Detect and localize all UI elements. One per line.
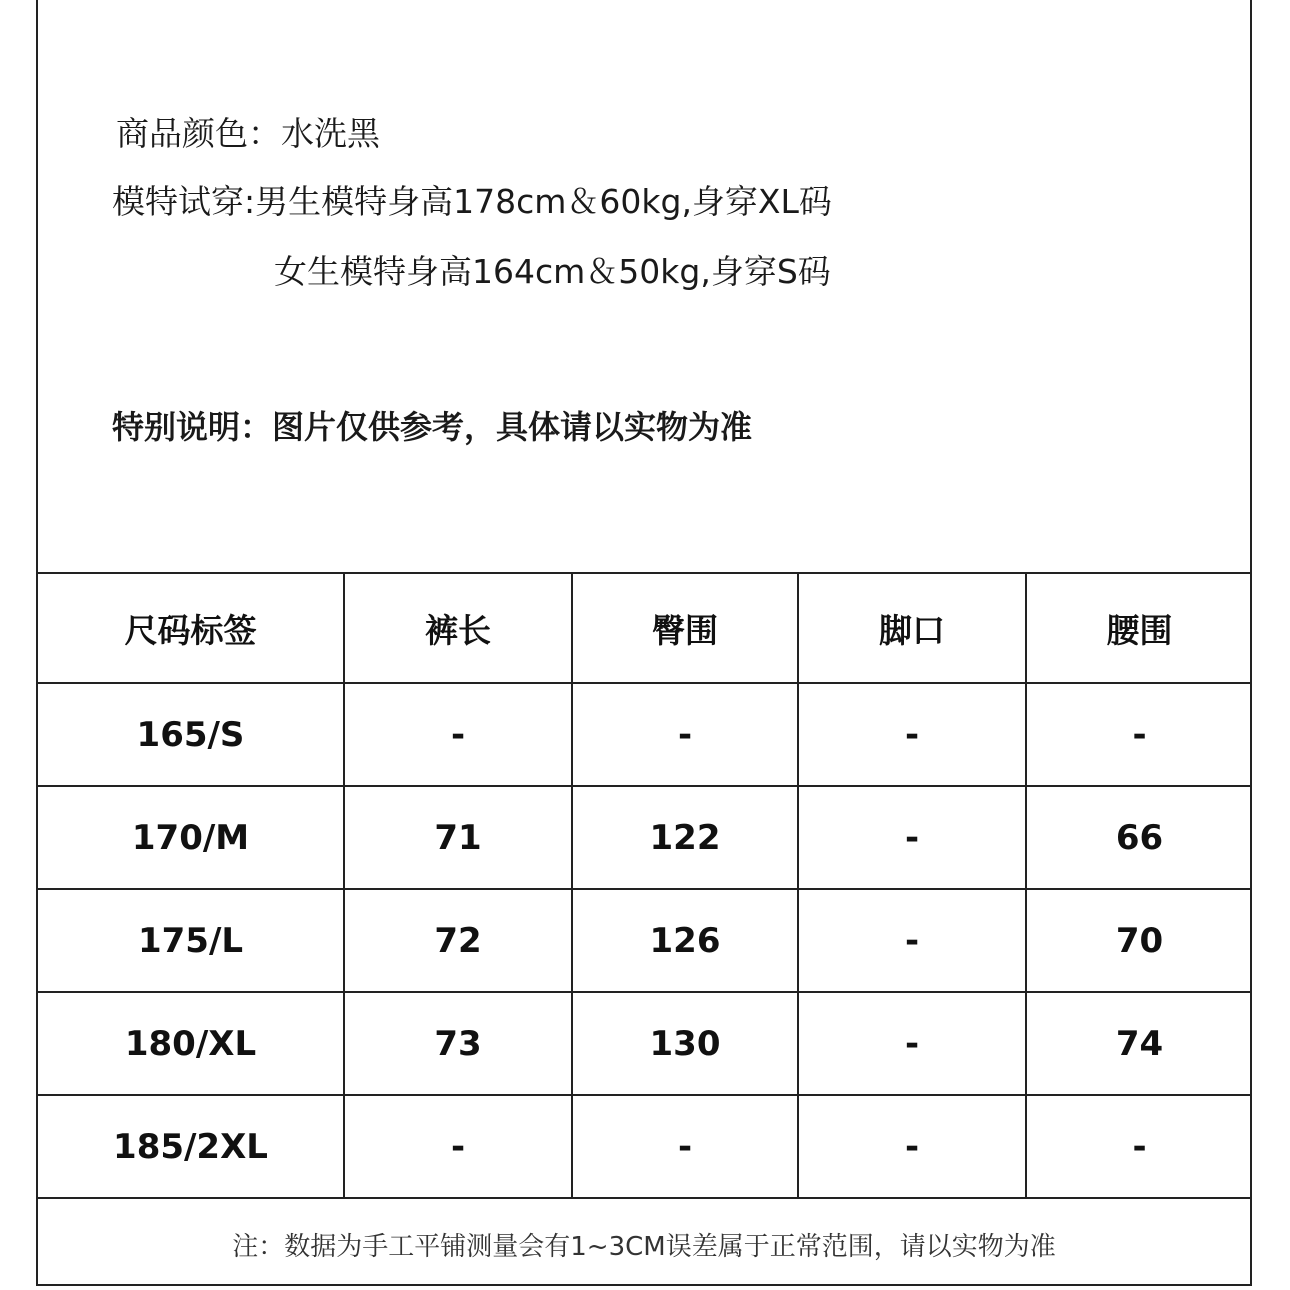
size-chart-card (36, 0, 1252, 1286)
model-fitting-line-female: 女生模特身高164cm＆50kg,身穿S码 (274, 252, 831, 291)
product-color-line: 商品颜色：水洗黑 (116, 114, 380, 153)
size-cell: 180/XL (38, 992, 344, 1095)
hip-cell: - (572, 1095, 798, 1198)
table-row (38, 1095, 1252, 1198)
waist-cell: - (1026, 1095, 1252, 1198)
hip-cell: 130 (572, 992, 798, 1095)
pants-length-cell: 72 (344, 889, 572, 992)
table-row (38, 786, 1252, 889)
size-cell: 170/M (38, 786, 344, 889)
leg-opening-cell: - (798, 683, 1026, 786)
header-waist: 腰围 (1026, 573, 1252, 683)
size-cell: 185/2XL (38, 1095, 344, 1198)
hip-cell: 122 (572, 786, 798, 889)
table-row (38, 992, 1252, 1095)
size-cell: 175/L (38, 889, 344, 992)
special-note-line: 特别说明：图片仅供参考，具体请以实物为准 (112, 408, 753, 446)
leg-opening-cell: - (798, 889, 1026, 992)
model-fitting-line-male: 模特试穿:男生模特身高178cm＆60kg,身穿XL码 (112, 182, 832, 221)
waist-cell: 74 (1026, 992, 1252, 1095)
waist-cell: 66 (1026, 786, 1252, 889)
waist-cell: 70 (1026, 889, 1252, 992)
waist-cell: - (1026, 683, 1252, 786)
hip-cell: 126 (572, 889, 798, 992)
pants-length-cell: 71 (344, 786, 572, 889)
header-hip: 臀围 (572, 573, 798, 683)
pants-length-cell: 73 (344, 992, 572, 1095)
pants-length-cell: - (344, 683, 572, 786)
leg-opening-cell: - (798, 1095, 1026, 1198)
table-header-row (38, 573, 1252, 683)
table-row (38, 889, 1252, 992)
leg-opening-cell: - (798, 992, 1026, 1095)
size-cell: 165/S (38, 683, 344, 786)
header-size-label: 尺码标签 (38, 573, 344, 683)
header-leg-opening: 脚口 (798, 573, 1026, 683)
size-table (38, 572, 1252, 1199)
hip-cell: - (572, 683, 798, 786)
leg-opening-cell: - (798, 786, 1026, 889)
header-pants-length: 裤长 (344, 573, 572, 683)
measurement-disclaimer: 注：数据为手工平铺测量会有1~3CM误差属于正常范围，请以实物为准 (232, 1231, 1056, 1262)
pants-length-cell: - (344, 1095, 572, 1198)
product-info-section (38, 0, 1250, 572)
table-row (38, 683, 1252, 786)
